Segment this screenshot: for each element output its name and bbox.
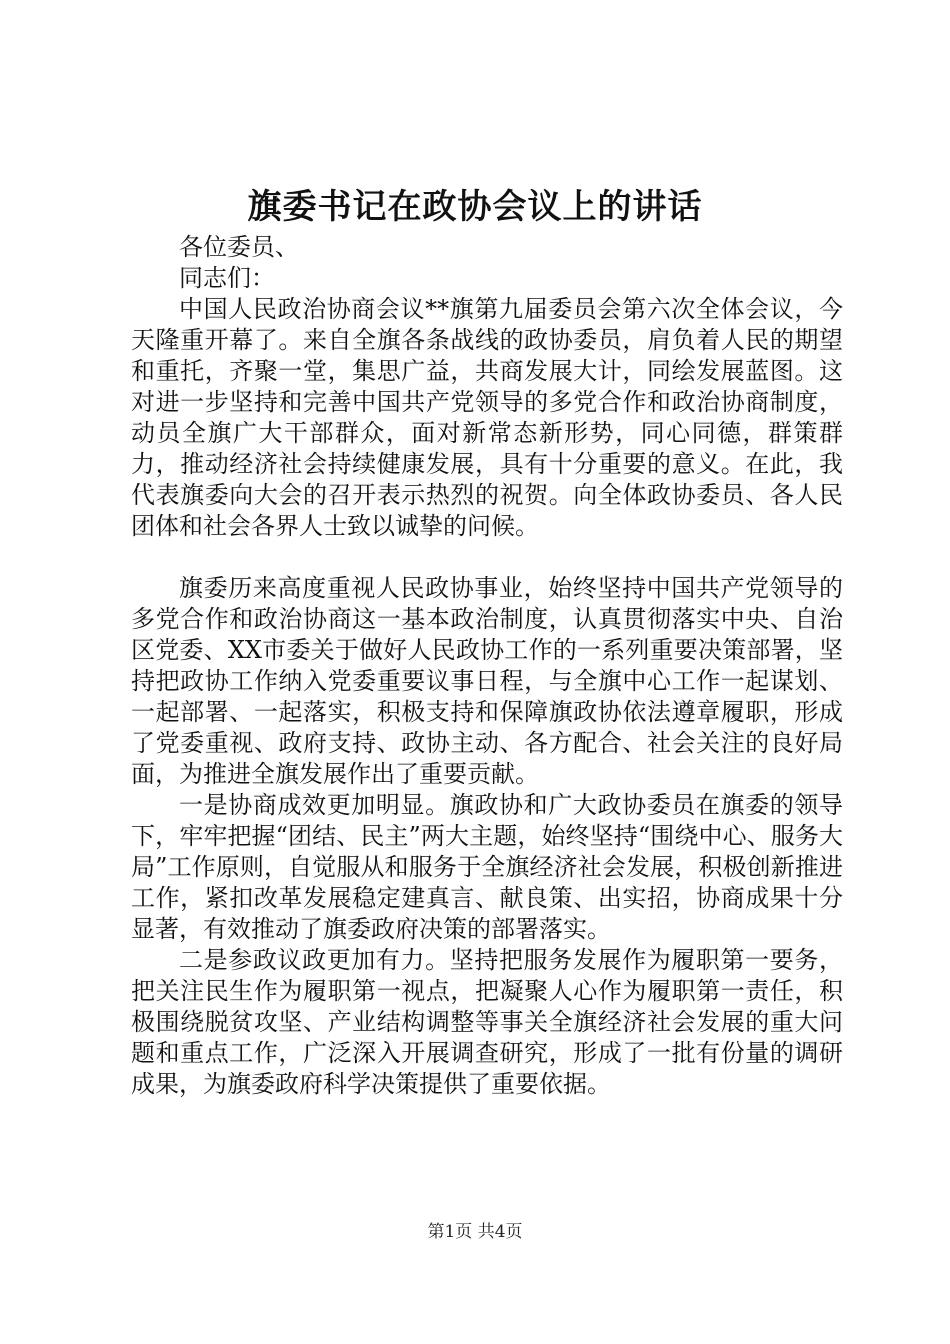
document-title: 旗委书记在政协会议上的讲话 xyxy=(247,187,703,227)
salutation-line: 各位委员、 xyxy=(179,233,299,261)
document-body xyxy=(131,232,843,1100)
salutation-line: 同志们： xyxy=(179,264,275,292)
body-paragraph: 中国人民政治协商会议**旗第九届委员会第六次全体会议，今天隆重开幕了。来自全旗各条战线的政协委员，肩负着人民的期望和重托，齐聚一堂，集思广益，共商发展大计，同绘发展蓝图。这对进一步坚持和完善中国共产党领导的多党合作和政治协商制度，动员全旗广大干部群众，面对新常态新形势，同心同德，群策群力，推动经济社会持续健康发展，具有十分重要的意义。在此，我代表旗委向大会的召开表示热烈的祝贺。向全体政协委员、各人民团体和社会各界人士致以诚挚的问候。 xyxy=(131,295,843,540)
page-number: 第1页 共4页 xyxy=(427,1222,523,1242)
body-paragraph: 旗委历来高度重视人民政协事业，始终坚持中国共产党领导的多党合作和政治协商这一基本政治制度，认真贯彻落实中央、自治区党委、XX市委关于做好人民政协工作的一系列重要决策部署，坚持把政协工作纳入党委重要议事日程，与全旗中心工作一起谋划、一起部署、一起落实，积极支持和保障旗政协依法遵章履职，形成了党委重视、政府支持、政协主动、各方配合、社会关注的良好局面，为推进全旗发展作出了重要贡献。 xyxy=(131,574,843,788)
body-paragraph: 二是参政议政更加有力。坚持把服务发展作为履职第一要务，把关注民生作为履职第一视点，把凝聚人心作为履职第一责任，积极围绕脱贫攻坚、产业结构调整等事关全旗经济社会发展的重大问题和重点工作，广泛深入开展调查研究，形成了一批有份量的调研成果，为旗委政府科学决策提供了重要依据。 xyxy=(131,946,843,1098)
body-paragraph: 一是协商成效更加明显。旗政协和广大政协委员在旗委的领导下，牢牢把握“团结、民主”两大主题，始终坚持“围绕中心、服务大局”工作原则，自觉服从和服务于全旗经济社会发展，积极创新推进工作，紧扣改革发展稳定建真言、献良策、出实招，协商成果十分显著，有效推动了旗委政府决策的部署落实。 xyxy=(131,791,843,943)
